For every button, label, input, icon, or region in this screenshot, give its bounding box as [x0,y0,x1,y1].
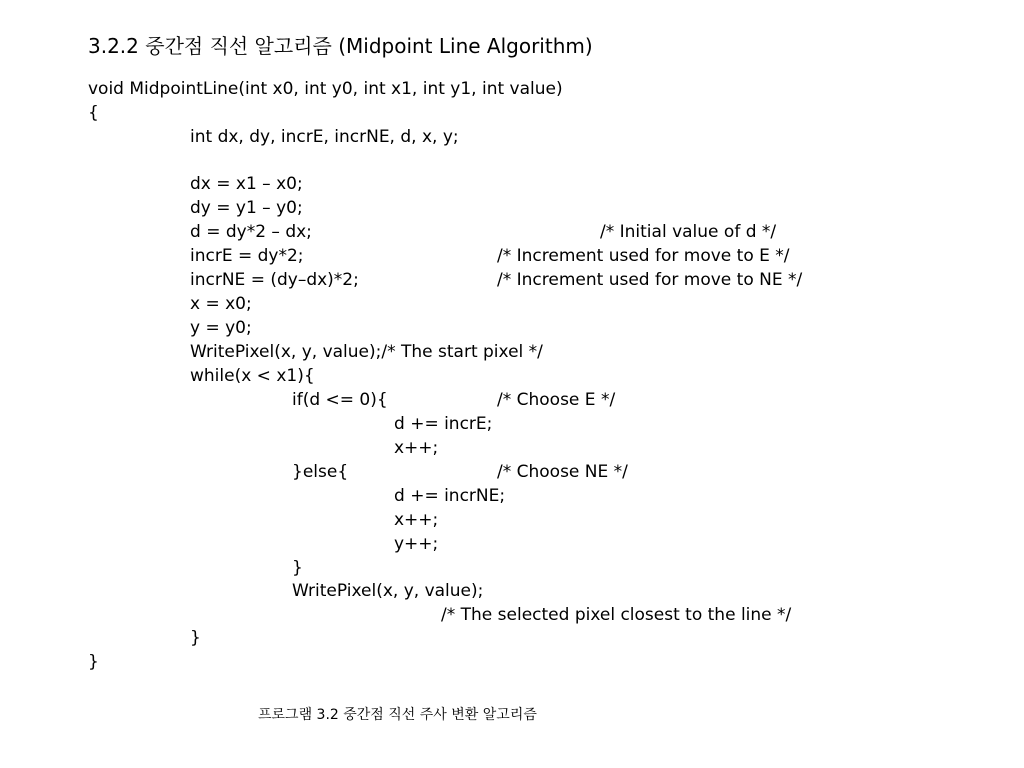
slide-title: 3.2.2 중간점 직선 알고리즘 (Midpoint Line Algorithm) [88,34,593,58]
code-while: while(x < x1){ [190,366,315,386]
code-d-plus-E: d += incrE; [394,414,493,434]
code-x-inc-2: x++; [394,510,439,530]
code-decl: int dx, dy, incrE, incrNE, d, x, y; [190,127,459,147]
code-y-inc: y++; [394,534,439,554]
code-d-plus-NE: d += incrNE; [394,486,506,506]
code-y-init: y = y0; [190,318,252,338]
code-write-start: WritePixel(x, y, value);/* The start pixel */ [190,342,543,362]
code-write-loop-comment: /* The selected pixel closest to the line */ [441,605,792,625]
program-caption: 프로그램 3.2 중간점 직선 주사 변환 알고리즘 [258,707,537,723]
code-write-loop: WritePixel(x, y, value); [292,581,484,601]
code-else: }else{ [292,462,349,482]
code-open-brace: { [88,103,99,123]
code-d-init: d = dy*2 – dx; [190,222,312,242]
code-else-comment: /* Choose NE */ [497,462,628,482]
code-signature: void MidpointLine(int x0, int y0, int x1, int y1, int value) [88,79,563,99]
code-close-if: } [292,558,303,578]
code-if: if(d <= 0){ [292,390,388,410]
code-incrE-comment: /* Increment used for move to E */ [497,246,790,266]
code-close-fn: } [88,652,99,672]
code-x-init: x = x0; [190,294,252,314]
code-x-inc-1: x++; [394,438,439,458]
code-incrE: incrE = dy*2; [190,246,304,266]
code-close-while: } [190,628,201,648]
code-dy: dy = y1 – y0; [190,198,303,218]
code-incrNE: incrNE = (dy–dx)*2; [190,270,359,290]
code-incrNE-comment: /* Increment used for move to NE */ [497,270,803,290]
code-d-init-comment: /* Initial value of d */ [600,222,777,242]
code-if-comment: /* Choose E */ [497,390,616,410]
code-dx: dx = x1 – x0; [190,174,303,194]
